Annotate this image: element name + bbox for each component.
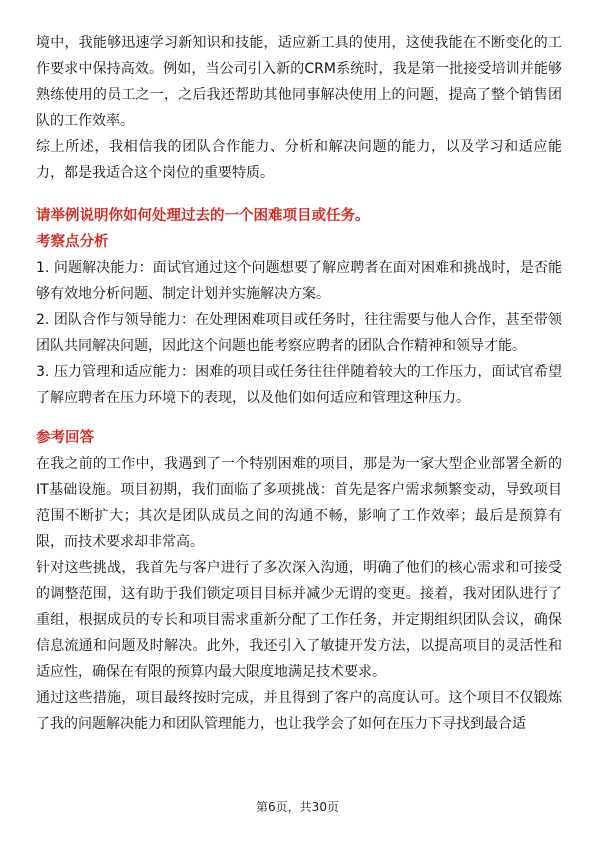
question-heading: 请举例说明你如何处理过去的一个困难项目或任务。 <box>36 208 370 224</box>
analysis-item: 3. 压力管理和适应能力：困难的项目或任务往往伴随着较大的工作压力，面试官希望了解应聘者在压力环境下的表现，以及他们如何适应和管理这种压力。 <box>36 364 562 406</box>
answer-paragraph: 在我之前的工作中，我遇到了一个特别困难的项目，那是为一家大型企业部署全新的IT基础设施。项目初期，我们面临了多项挑战：首先是客户需求频繁变动，导致项目范围不断扩大；其次是团队成员之间的沟通不畅，影响了工作效率；最后是预算有限，而技术要求却非常高。 <box>36 456 562 550</box>
analysis-item: 1. 问题解决能力：面试官通过这个问题想要了解应聘者在面对困难和挑战时，是否能够有效地分析问题、制定计划并实施解决方案。 <box>36 260 562 302</box>
answer-title: 参考回答 <box>36 430 94 446</box>
analysis-section <box>36 229 562 411</box>
page-number: 第6页，共30页 <box>256 800 339 814</box>
intro-paragraph: 综上所述，我相信我的团队合作能力、分析和解决问题的能力，以及学习和适应能力，都是我适合这个岗位的重要特质。 <box>36 139 562 181</box>
intro-paragraph: 境中，我能够迅速学习新知识和技能，适应新工具的使用，这使我能在不断变化的工作要求中保持高效。例如，当公司引入新的CRM系统时，我是第一批接受培训并能够熟练使用的员工之一，之后我还帮助其他同事解决使用上的问题，提高了整个销售团队的工作效率。 <box>36 35 562 129</box>
answer-paragraph: 针对这些挑战，我首先与客户进行了多次深入沟通，明确了他们的核心需求和可接受的调整范围，这有助于我们锁定项目目标并减少无谓的变更。接着，我对团队进行了重组，根据成员的专长和项目需求重新分配了工作任务，并定期组织团队会议，确保信息流通和问题及时解决。此外，我还引入了敏捷开发方法，以提高项目的灵活性和适应性，确保在有限的预算内最大限度地满足技术要求。 <box>36 560 562 680</box>
analysis-title: 考察点分析 <box>36 234 109 250</box>
analysis-item: 2. 团队合作与领导能力：在处理困难项目或任务时，往往需要与他人合作，甚至带领团队共同解决问题，因此这个问题也能考察应聘者的团队合作精神和领导才能。 <box>36 312 562 354</box>
answer-section <box>36 425 562 737</box>
answer-paragraph: 通过这些措施，项目最终按时完成，并且得到了客户的高度认可。这个项目不仅锻炼了我的问题解决能力和团队管理能力，也让我学会了如何在压力下寻找到最合适 <box>36 690 562 732</box>
intro-section <box>36 30 562 186</box>
document-page <box>36 30 562 737</box>
